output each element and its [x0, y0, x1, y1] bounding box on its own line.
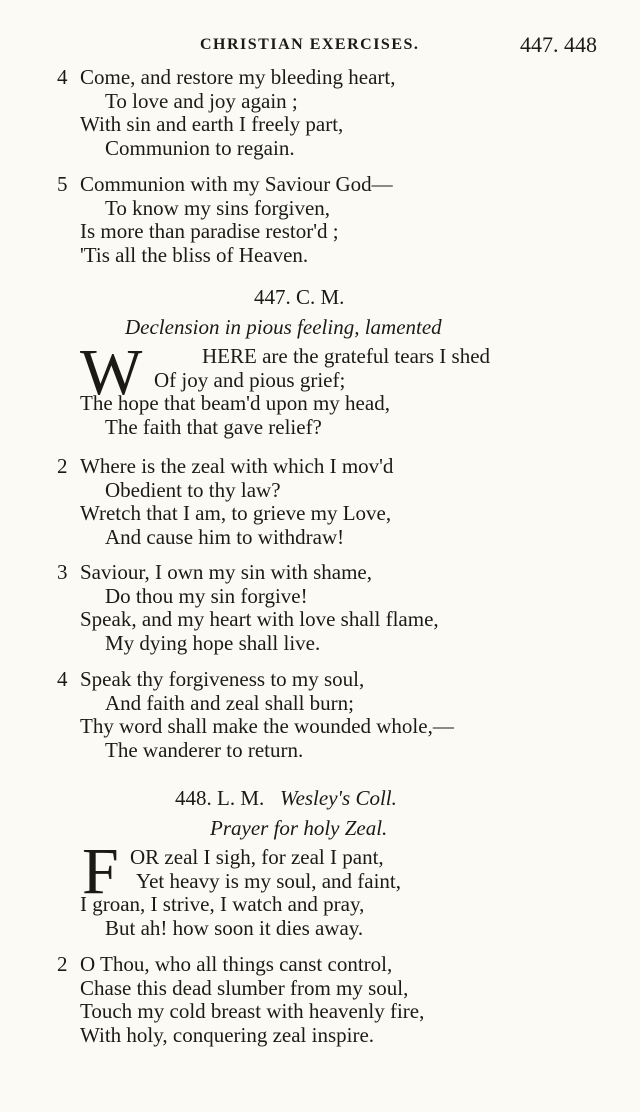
stanza-number: 2	[57, 454, 68, 478]
stanza-number: 2	[57, 952, 68, 976]
verse-line: Yet heavy is my soul, and faint,	[136, 868, 402, 893]
verse-line: Where is the zeal with which I mov'd	[80, 454, 394, 478]
stanza-number: 5	[57, 172, 68, 196]
verse-line: Saviour, I own my sin with shame,	[80, 560, 372, 584]
verse-line: My dying hope shall live.	[105, 630, 321, 655]
verse-line: With sin and earth I freely part,	[80, 112, 344, 136]
stanza-447-4	[57, 667, 454, 762]
verse-line: Obedient to thy law?	[105, 477, 281, 502]
hymn-447-subtitle: Declension in pious feeling, lamented	[125, 315, 442, 339]
verse-line: With holy, conquering zeal inspire.	[80, 1022, 375, 1047]
stanza-446-4	[57, 65, 396, 160]
page-numbers: 447. 448	[520, 32, 597, 57]
verse-line: Thy word shall make the wounded whole,—	[80, 714, 454, 738]
hymn-448-number-meter: 448. L. M.	[175, 786, 265, 810]
verse-line: The faith that gave relief?	[105, 414, 322, 439]
stanza-number: 4	[57, 667, 68, 691]
verse-line: O Thou, who all things canst control,	[80, 952, 393, 976]
dropcap: W	[80, 336, 143, 409]
verse-line: The hope that beam'd upon my head,	[80, 391, 390, 415]
verse-line: Wretch that I am, to grieve my Love,	[80, 501, 392, 525]
verse-line: And cause him to withdraw!	[105, 524, 345, 549]
stanza-number: 4	[57, 65, 68, 89]
verse-line: Communion to regain.	[105, 135, 295, 160]
verse-line: Is more than paradise restor'd ;	[80, 219, 339, 243]
verse-line: To know my sins forgiven,	[105, 195, 331, 220]
verse-line: Communion with my Saviour God—	[80, 172, 393, 196]
verse-line: But ah! how soon it dies away.	[105, 915, 364, 940]
dropcap: F	[82, 835, 119, 908]
verse-line: Speak, and my heart with love shall flame,	[80, 607, 439, 631]
stanza-447-2	[57, 454, 394, 549]
verse-line: Of joy and pious grief;	[154, 367, 346, 392]
running-title: CHRISTIAN EXERCISES.	[200, 36, 420, 53]
verse-line: To love and joy again ;	[105, 88, 298, 113]
verse-line: Chase this dead slumber from my soul,	[80, 975, 409, 1000]
verse-line: The wanderer to return.	[105, 737, 304, 762]
hymn-448-source: Wesley's Coll.	[280, 786, 397, 810]
verse-line: And faith and zeal shall burn;	[105, 690, 355, 715]
hymn-448-subtitle: Prayer for holy Zeal.	[210, 816, 388, 840]
verse-line: I groan, I strive, I watch and pray,	[80, 892, 365, 916]
verse-line: Come, and restore my bleeding heart,	[80, 65, 396, 89]
stanza-448-2	[57, 952, 425, 1047]
stanza-447-1	[80, 336, 491, 439]
verse-line: Touch my cold breast with heavenly fire,	[80, 999, 425, 1023]
stanza-448-1	[80, 846, 401, 940]
hymn-448-heading	[175, 786, 397, 811]
stanza-number: 3	[57, 560, 68, 584]
hymn-447-heading: 447. C. M.	[254, 285, 345, 309]
verse-line: HERE are the grateful tears I shed	[202, 344, 491, 368]
stanza-446-5	[57, 172, 393, 267]
stanza-447-3	[57, 560, 439, 655]
verse-line: Do thou my sin forgive!	[105, 583, 308, 608]
verse-line: OR zeal I sigh, for zeal I pant,	[130, 845, 384, 869]
verse-line: 'Tis all the bliss of Heaven.	[80, 242, 309, 267]
verse-line: Speak thy forgiveness to my soul,	[80, 667, 365, 691]
